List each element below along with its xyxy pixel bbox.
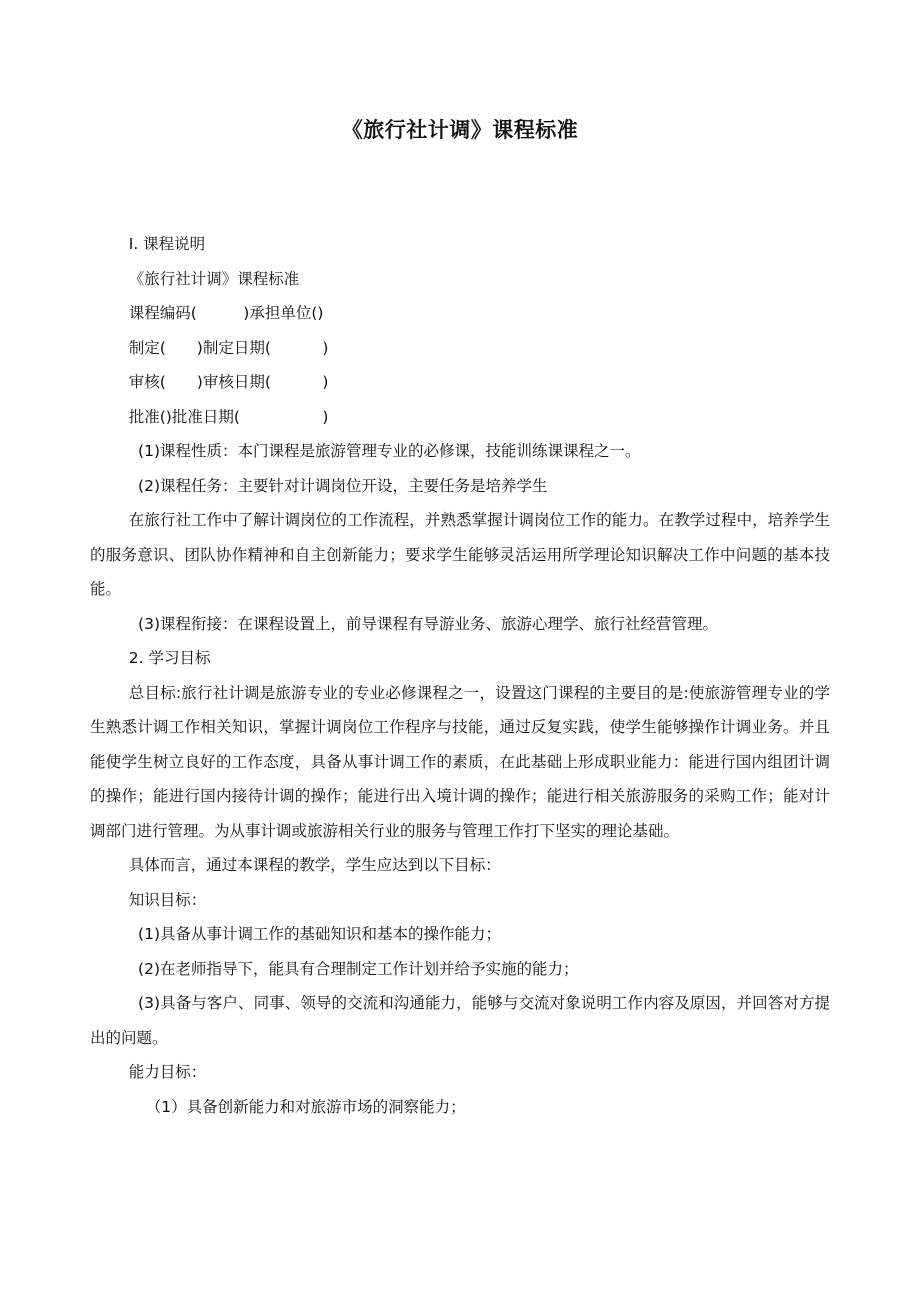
course-task-detail-paragraph: 在旅行社工作中了解计调岗位的工作流程，并熟悉掌握计调岗位工作的能力。在教学过程中，培养学生的服务意识、团队协作精神和自主创新能力；要求学生能够灵活运用所学理论知识解决工作中问题的基本技能。: [90, 511, 830, 598]
section-heading-course-description: I. 课程说明: [128, 235, 206, 253]
knowledge-goal-item: (1)具备从事计调工作的基础知识和基本的操作能力；: [138, 925, 502, 943]
course-code-line: 课程编码( )承担单位(): [128, 304, 324, 322]
course-name-line: 《旅行社计调》课程标准: [128, 269, 300, 288]
overall-goal-paragraph: 总目标:旅行社计调是旅游专业的专业必修课程之一，设置这门课程的主要目的是:使旅游管理专业的学生熟悉计调工作相关知识，掌握计调岗位工作程序与技能，通过反复实践，使学生能够操作计调业务。并且能使学生树立良好的工作态度，具备从事计调工作的素质，在此基础上形成职业能力：能进行国内组团计调的操作；能进行国内接待计调的操作；能进行出入境计调的操作；能进行相关旅游服务的采购工作；能对计调部门进行管理。为从事计调或旅游相关行业的服务与管理工作打下坚实的理论基础。: [90, 683, 830, 840]
course-nature-paragraph: (1)课程性质：本门课程是旅游管理专业的必修课，技能训练课课程之一。: [138, 442, 641, 460]
section-heading-learning-goals: 2. 学习目标: [128, 649, 211, 667]
knowledge-goal-item: (3)具备与客户、同事、领导的交流和沟通能力，能够与交流对象说明工作内容及原因，并回答对方提出的问题。: [90, 994, 830, 1047]
knowledge-goals-heading: 知识目标：: [128, 890, 207, 909]
document-body: [90, 227, 830, 1124]
formulation-line: 制定( )制定日期( ): [128, 338, 329, 357]
course-task-paragraph: (2)课程任务：主要针对计调岗位开设，主要任务是培养学生: [138, 476, 548, 495]
specific-goals-intro: 具体而言，通过本课程的教学，学生应达到以下目标：: [128, 856, 501, 874]
ability-goal-item: （1）具备创新能力和对旅游市场的洞察能力；: [145, 1097, 466, 1116]
document-title: 《旅行社计调》课程标准: [341, 118, 579, 142]
approval-line: 批准()批准日期( ): [128, 407, 329, 426]
review-line: 审核( )审核日期( ): [128, 373, 329, 391]
knowledge-goal-item: (2)在老师指导下，能具有合理制定工作计划并给予实施的能力；: [138, 959, 579, 978]
ability-goals-heading: 能力目标：: [128, 1063, 207, 1081]
course-connection-paragraph: (3)课程衔接：在课程设置上，前导课程有导游业务、旅游心理学、旅行社经营管理。: [138, 614, 719, 633]
